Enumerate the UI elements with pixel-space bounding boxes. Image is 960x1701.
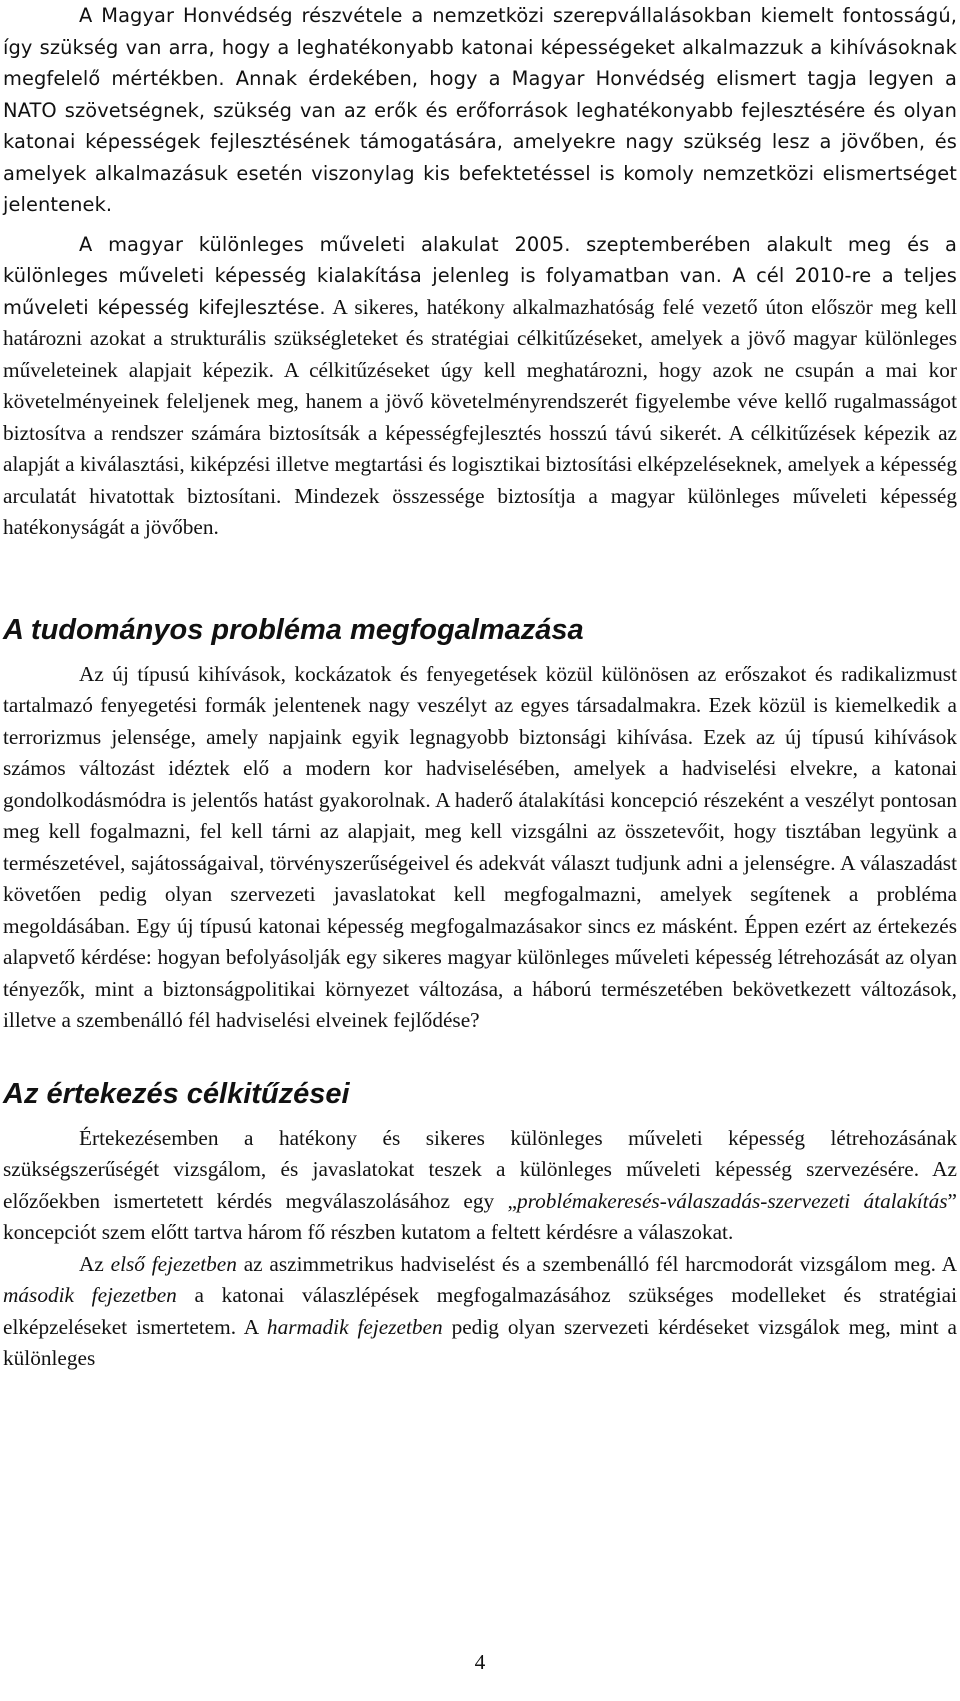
objectives-concept-italic: problémakeresés-válaszadás-szervezeti átalakítás bbox=[516, 1188, 948, 1213]
paragraph-special-ops-rest: A sikeres, hatékony alkalmazhatóság felé vezető úton először meg kell határozni azokat a strukturális szükségleteket és stratégiai célkitűzéseket, amelyek a jövő magyar különleges műveleteinek alapjait képezik. A célkitűzéseket úgy kell meghatározni, hogy azok ne csupán a mai kor követelményeinek feleljenek meg, hanem a jövő követelményrendszerét figyelembe véve kellő rugalmasságot biztosítva a rendszer számára biztosítsák a képességfejlesztés hosszú távú sikerét. A célkitűzések képezik az alapját a kiválasztási, kiképzési illetve megtartási és logisztikai biztosítási elképzeléseknek, amelyek a képesség arculatát hivatottak biztosítani. Mindezek összessége biztosítja a magyar különleges műveleti képesség hatékonyságát a jövőben. bbox=[3, 294, 957, 539]
objectives-text-2: ” koncepciót szem előtt tartva három fő részben kutatom a feltett kérdésre a válaszokat. bbox=[3, 1188, 957, 1244]
chapter-two-italic: második fejezetben bbox=[3, 1283, 177, 1307]
chapter-three-italic: harmadik fejezetben bbox=[266, 1314, 443, 1339]
chapters-text-1: Az bbox=[79, 1251, 111, 1276]
paragraph-special-ops-lead: A magyar különleges műveleti alakulat 2005. szeptemberében alakult meg és a különleges műveleti képesség kialakítása jelenleg is folyamatban van. A cél 2010-re a teljes műveleti képesség kifejlesztése. bbox=[3, 232, 957, 319]
paragraph-chapters bbox=[3, 1249, 957, 1375]
section-heading-objectives: Az értekezés célkitűzései bbox=[3, 1077, 350, 1110]
paragraph-special-ops bbox=[3, 229, 957, 544]
page-number: 4 bbox=[474, 1650, 486, 1674]
objectives-text-1: Értekezésemben a hatékony és sikeres különleges műveleti képesség létrehozásának szükségszerűségét vizsgálom, és javaslatokat teszek a különleges műveleti képesség szervezésére. Az előzőekben ismertetett kérdés megválaszolásához egy „ bbox=[3, 1125, 957, 1213]
section-heading-problem: A tudományos probléma megfogalmazása bbox=[3, 613, 584, 646]
paragraph-intro-lead: A Magyar Honvédség részvétele a nemzetközi szerepvállalásokban kiemelt fontosságú, így szükség van arra, hogy a leghatékonyabb katonai képességeket alkalmazzuk a kihívásoknak megfelelő mértékben. bbox=[3, 4, 957, 90]
document-body bbox=[3, 0, 957, 1375]
chapters-text-2: az aszimmetrikus hadviselést és a szembenálló fél harcmodorát vizsgálom meg. A bbox=[236, 1251, 957, 1276]
paragraph-problem: Az új típusú kihívások, kockázatok és fenyegetések közül különösen az erőszakot és radikalizmust tartalmazó fenyegetési formák jelentenek nagy veszélyt az egyes társadalmakra. Ezek közül is kiemelkedik a terrorizmus jelensége, amely napjaink egyik legnagyobb biztonsági kihívása. Ezek az új típusú kihívások számos változást idéztek elő a modern kor hadviselésében, amelyek a hadviselési elvekre, a katonai gondolkodásmódra is jelentős hatást gyakorolnak. A haderő átalakítási koncepció részeként a veszélyt pontosan meg kell fogalmazni, fel kell tárni az alapjait, meg kell vizsgálni az összetevőit, hogy tisztában legyünk a természetével, sajátosságaival, törvényszerűségeivel és adekvát választ tudjunk adni a jelenségre. A válaszadást követően pedig olyan szervezeti javaslatokat kell megfogalmazni, amelyek segítenek a probléma megoldásában. Egy új típusú katonai képesség megfogalmazásakor sincs ez másként. Éppen ezért az értekezés alapvető kérdése: hogyan befolyásolják egy sikeres magyar különleges műveleti képesség létrehozását az olyan tényezők, mint a biztonságpolitikai környezet változása, a háború természetében bekövetkezett változások, illetve a szembenálló fél hadviselési elveinek fejlődése? bbox=[3, 661, 957, 1032]
paragraph-intro-rest: Annak érdekében, hogy a Magyar Honvédség elismert tagja legyen a NATO szövetségnek, szükség van az erők és erőforrások leghatékonyabb fejlesztésére és olyan katonai képességek fejlesztésének támogatására, amelyekre nagy szükség lesz a jövőben, és amelyek alkalmazásuk esetén viszonylag kis befektetéssel is komoly nemzetközi elismertséget jelentenek. bbox=[3, 67, 957, 216]
chapters-text-4: pedig olyan szervezeti kérdéseket vizsgálok meg, mint a különleges bbox=[3, 1314, 957, 1370]
paragraph-objectives bbox=[3, 1123, 957, 1249]
chapters-text-3: a katonai válaszlépések megfogalmazásához szükséges modelleket és stratégiai elképzeléseket ismertetem. A bbox=[3, 1283, 957, 1339]
paragraph-intro bbox=[3, 0, 957, 221]
chapter-one-italic: első fejezetben bbox=[110, 1251, 237, 1276]
